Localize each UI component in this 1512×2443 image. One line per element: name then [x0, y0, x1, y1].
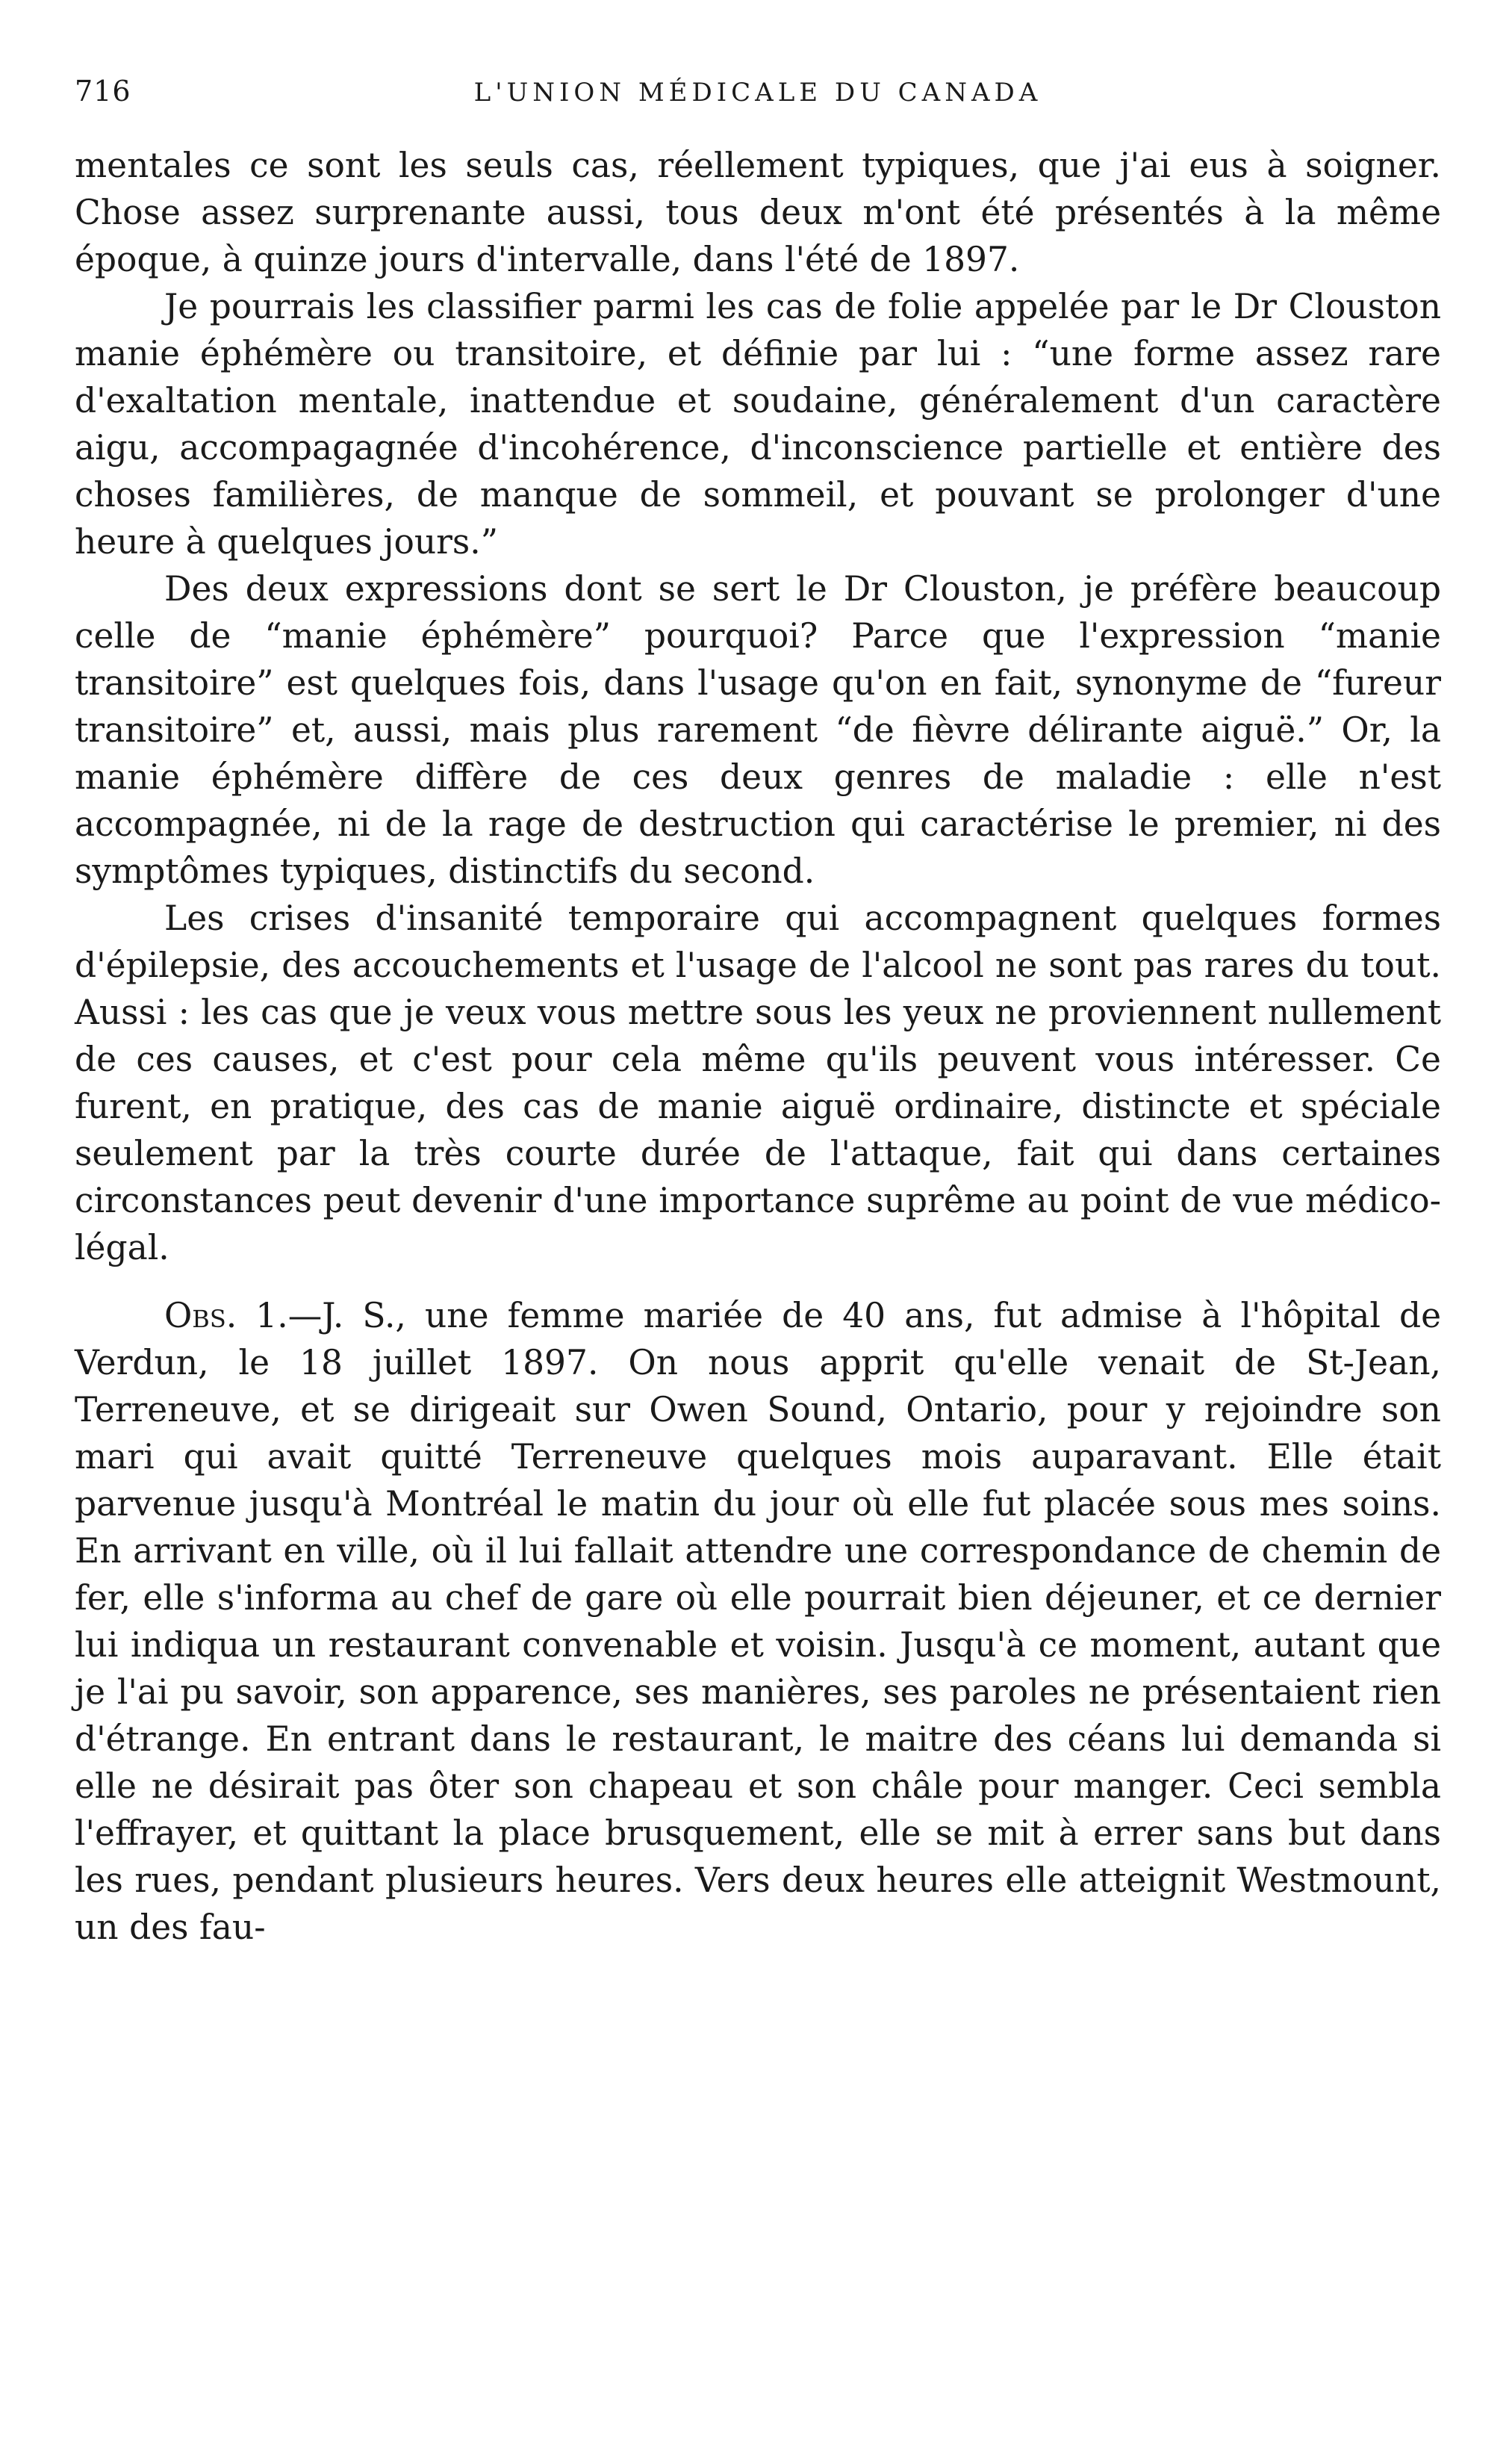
page-number: 716: [75, 75, 131, 108]
journal-title: L'UNION MÉDICALE DU CANADA: [473, 78, 1042, 108]
observation-text: —J. S., une femme mariée de 40 ans, fut admise à l'hôpital de Verdun, le 18 juillet 1897. On nous apprit qu'elle venait de St-Jean, Terreneuve, et se dirigeait sur Owen Sound, Ontario, pour y rejoindre son mari qui avait quitté Terreneuve quelques mois auparavant. Elle était parvenue jusqu'à Montréal le matin du jour où elle fut placée sous mes soins. En arrivant en ville, où il lui fallait attendre une correspondance de chemin de fer, elle s'informa au chef de gare où elle pourrait bien déjeuner, et ce dernier lui indiqua un restaurant convenable et voisin. Jusqu'à ce moment, autant que je l'ai pu savoir, son apparence, ses manières, ses paroles ne présentaient rien d'étrange. En entrant dans le restaurant, le maitre des céans lui demanda si elle ne désirait pas ôter son chapeau et son châle pour manger. Ceci sembla l'effrayer, et quittant la place brusquement, elle se mit à errer sans but dans les rues, pendant plusieurs heures. Vers deux heures elle atteignit Westmount, un des fau-: [75, 1296, 1442, 1947]
paragraph-continuation: mentales ce sont les seuls cas, réellement typiques, que j'ai eus à soigner. Chose assez surprenante aussi, tous deux m'ont été présentés à la même époque, à quinze jours d'intervalle, dans l'été de 1897.: [75, 146, 1441, 279]
running-head: [75, 45, 1441, 142]
body-text: [75, 142, 1441, 1951]
paragraph-clouston-definition: Je pourrais les classifier parmi les cas de folie appelée par le Dr Clouston manie éphémère ou transitoire, et définie par lui : “une forme assez rare d'exaltation mentale, inattendue et soudaine, généralement d'un caractère aigu, accompagagnée d'incohérence, d'inconscience partielle et entière des choses familières, de manque de sommeil, et pouvant se prolonger d'une heure à quelques jours.”: [75, 287, 1441, 562]
paragraph-expressions: Des deux expressions dont se sert le Dr Clouston, je préfère beaucoup celle de “manie éphémère” pourquoi? Parce que l'expression “manie transitoire” est quelques fois, dans l'usage qu'on en fait, synonyme de “fureur transitoire” et, aussi, mais plus rarement “de fièvre délirante aiguë.” Or, la manie éphémère diffère de ces deux genres de maladie : elle n'est accompagnée, ni de la rage de destruction qui caractérise le premier, ni des symptômes typiques, distinctifs du second.: [75, 569, 1441, 891]
document-page: [75, 45, 1441, 2420]
paragraph-temporary-insanity: Les crises d'insanité temporaire qui accompagnent quelques formes d'épilepsie, des accouchements et l'usage de l'alcool ne sont pas rares du tout. Aussi : les cas que je veux vous mettre sous les yeux ne proviennent nullement de ces causes, et c'est pour cela même qu'ils peuvent vous intéresser. Ce furent, en pratique, des cas de manie aiguë ordinaire, distincte et spéciale seulement par la très courte durée de l'attaque, fait qui dans certaines circonstances peut devenir d'une importance suprême au point de vue médico-légal.: [75, 898, 1441, 1267]
observation-paragraph: [75, 1292, 1441, 1951]
observation-label: Obs. 1.: [164, 1296, 288, 1335]
